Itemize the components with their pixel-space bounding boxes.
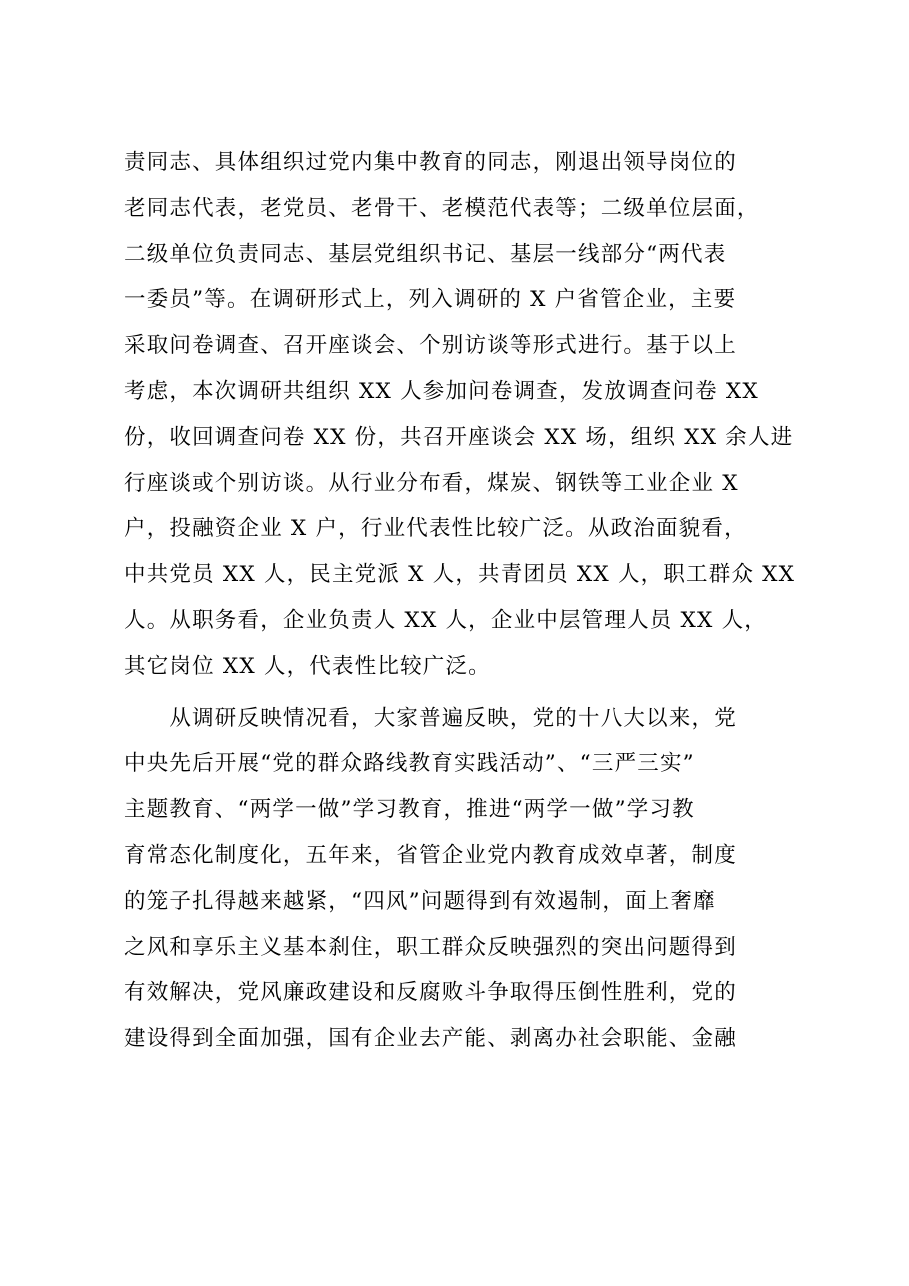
text-line: 一委员”等。在调研形式上，列入调研的 X 户省管企业，主要 — [124, 287, 737, 313]
text-line: 从调研反映情况看，大家普遍反映，党的十八大以来，党 — [124, 705, 737, 731]
text-line: 二级单位负责同志、基层党组织书记、基层一线部分“两代表 — [124, 241, 727, 267]
text-line: 份，收回调查问卷 XX 份，共召开座谈会 XX 场，组织 XX 余人进 — [124, 424, 794, 450]
paragraph-2 — [124, 696, 804, 1062]
text-line: 中央先后开展“党的群众路线教育实践活动”、“三严三实” — [124, 751, 695, 777]
text-line: 建设得到全面加强，国有企业去产能、剥离办社会职能、金融 — [124, 1026, 737, 1052]
text-line: 人。从职务看，企业负责人 XX 人，企业中层管理人员 XX 人， — [124, 607, 767, 633]
text-line: 户，投融资企业 X 户，行业代表性比较广泛。从政治面貌看， — [124, 516, 747, 542]
text-line: 采取问卷调查、召开座谈会、个别访谈等形式进行。基于以上 — [124, 333, 737, 359]
paragraph-1 — [124, 140, 804, 690]
text-line: 之风和享乐主义基本刹住，职工群众反映强烈的突出问题得到 — [124, 934, 737, 960]
text-line: 育常态化制度化，五年来，省管企业党内教育成效卓著，制度 — [124, 842, 737, 868]
text-line: 有效解决，党风廉政建设和反腐败斗争取得压倒性胜利，党的 — [124, 980, 737, 1006]
text-line: 考虑，本次调研共组织 XX 人参加问卷调查，发放调查问卷 XX — [124, 378, 759, 404]
text-line: 中共党员 XX 人，民主党派 X 人，共青团员 XX 人，职工群众 XX — [124, 562, 796, 588]
text-line: 的笼子扎得越来越紧，“四风”问题得到有效遏制，面上奢靡 — [124, 888, 716, 914]
text-line: 行座谈或个别访谈。从行业分布看，煤炭、钢铁等工业企业 X — [124, 470, 739, 496]
body-text — [124, 140, 804, 1062]
text-line: 主题教育、“两学一做”学习教育，推进“两学一做”学习教 — [124, 797, 695, 823]
text-line: 老同志代表，老党员、老骨干、老模范代表等；二级单位层面， — [124, 195, 760, 221]
text-line: 其它岗位 XX 人，代表性比较广泛。 — [124, 653, 491, 679]
text-line: 责同志、具体组织过党内集中教育的同志，刚退出领导岗位的 — [124, 150, 737, 175]
